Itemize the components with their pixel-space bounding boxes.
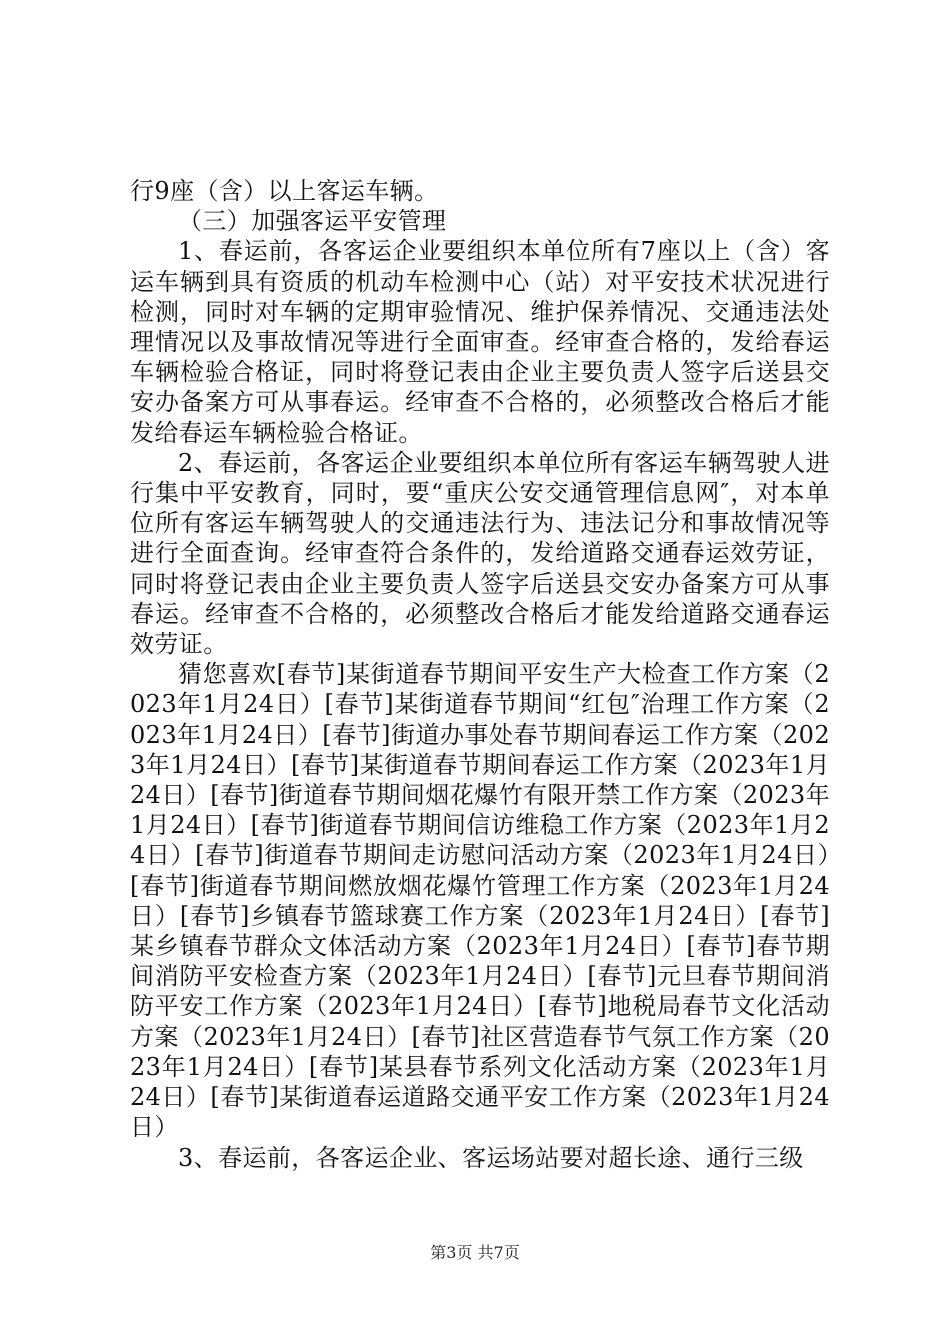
- paragraph-continuation: 行9座（含）以上客运车辆。: [130, 177, 439, 205]
- page-footer: 第3页 共7页: [430, 1243, 520, 1262]
- document-body: [130, 176, 830, 1173]
- paragraph-item-2: 2、春运前，各客运企业要组织本单位所有客运车辆驾驶人进行集中平安教育，同时，要“重庆公安交通管理信息网″，对本单位所有客运车辆驾驶人的交通违法行为、违法记分和事故情况等进行全面查询。经审查符合条件的，发给道路交通春运效劳证，同时将登记表由企业主要负责人签字后送县交安办备案方可从事春运。经审查不合格的，必须整改合格后才能发给道路交通春运效劳证。: [130, 448, 830, 659]
- paragraph-item-1: 1、春运前，各客运企业要组织本单位所有7座以上（含）客运车辆到具有资质的机动车检测中心（站）对平安技术状况进行检测，同时对车辆的定期审验情况、维护保养情况、交通违法处理情况以及事故情况等进行全面审查。经审查合格的，发给春运车辆检验合格证，同时将登记表由企业主要负责人签字后送县交安办备案方可从事春运。经审查不合格的，必须整改合格后才能发给春运车辆检验合格证。: [130, 237, 830, 447]
- related-links-paragraph: 猜您喜欢[春节]某街道春节期间平安生产大检查工作方案（2023年1月24日）[春节]某街道春节期间“红包″治理工作方案（2023年1月24日）[春节]街道办事处春节期间春运工作方案（2023年1月24日）[春节]某街道春节期间春运工作方案（2023年1月24日）[春节]街道春节期间烟花爆竹有限开禁工作方案（2023年1月24日）[春节]街道春节期间信访维稳工作方案（2023年1月24日）[春节]街道春节期间走访慰问活动方案（2023年1月24日）[春节]街道春节期间燃放烟花爆竹管理工作方案（2023年1月24日）[春节]乡镇春节篮球赛工作方案（2023年1月24日）[春节]某乡镇春节群众文体活动方案（2023年1月24日）[春节]春节期间消防平安检查方案（2023年1月24日）[春节]元旦春节期间消防平安工作方案（2023年1月24日）[春节]地税局春节文化活动方案（2023年1月24日）[春节]社区营造春节气氛工作方案（2023年1月24日）[春节]某县春节系列文化活动方案（2023年1月24日）[春节]某街道春运道路交通平安工作方案（2023年1月24日）: [130, 660, 830, 1142]
- paragraph-item-3: 3、春运前，各客运企业、客运场站要对超长途、通行三级: [178, 1143, 804, 1172]
- section-heading: （三）加强客运平安管理: [178, 207, 447, 236]
